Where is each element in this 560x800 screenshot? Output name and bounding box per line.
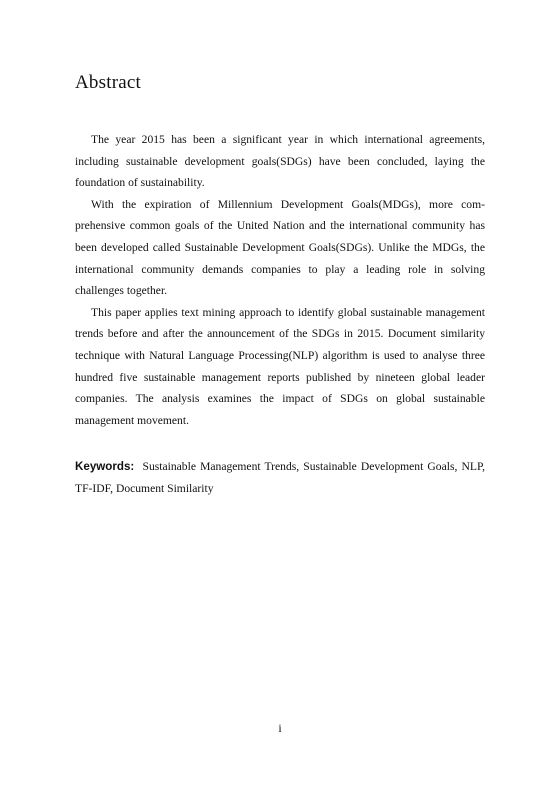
abstract-paragraph: This paper applies text mining approach to identify global sustainable management trends before and after the announcement of the SDGs in 2015. Document similarity technique with Natural Language Processing(NLP) algorithm is used to analyse three hundred five sustainable management reports published by nineteen global leader companies. The analysis examines the impact of SDGs on global sustainable management movement. [75,305,485,427]
keywords-label: Keywords: [75,460,135,473]
abstract-paragraph: With the expiration of Millennium Development Goals(MDGs), more comprehensive common goals of the United Nation and the international community has been developed called Sustainable Development Goals(SDGs). Unlike the MDGs, the international community demands companies to play a leading role in solving challenges together. [75,197,485,298]
page-title: Abstract [75,72,141,93]
keywords-line [75,456,485,499]
abstract-paragraph: The year 2015 has been a significant year in which international agreements, including sustainable development goals(SDGs) have been concluded, laying the foundation of sustainability. [75,133,485,190]
keywords-text: Sustainable Management Trends, Sustainable Development Goals, NLP, TF-IDF, Document Similarity [75,460,486,495]
abstract-body [75,129,485,431]
page-number: i [278,721,282,735]
